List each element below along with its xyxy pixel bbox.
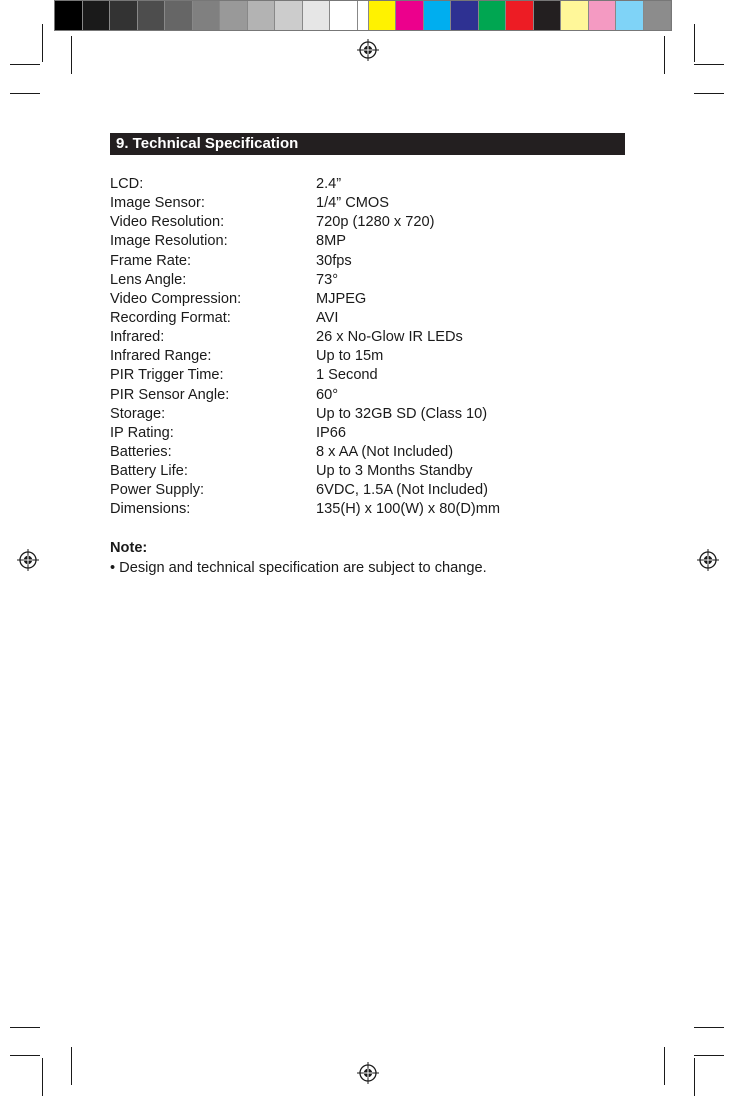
spec-value: 135(H) x 100(W) x 80(D)mm <box>316 501 501 518</box>
registration-mark-icon <box>697 549 719 571</box>
spec-row <box>110 194 630 213</box>
spec-row <box>110 252 630 271</box>
crop-mark <box>10 93 40 94</box>
color-swatch <box>561 1 589 30</box>
gray-swatch <box>220 1 248 30</box>
spec-row <box>110 309 630 328</box>
swatch-gap <box>358 1 369 30</box>
crop-mark <box>694 1027 724 1028</box>
gray-swatch <box>248 1 276 30</box>
crop-mark <box>42 1058 43 1096</box>
spec-label: Power Supply: <box>110 482 205 499</box>
crop-mark <box>664 1047 665 1085</box>
spec-value: 30fps <box>316 252 352 269</box>
spec-value: 73° <box>316 271 339 288</box>
spec-value: MJPEG <box>316 290 367 307</box>
note-title: Note: <box>110 540 148 556</box>
color-swatch <box>396 1 424 30</box>
crop-mark <box>10 1027 40 1028</box>
gray-swatch <box>83 1 111 30</box>
spec-label: Recording Format: <box>110 309 231 326</box>
crop-mark <box>10 1055 40 1056</box>
spec-row <box>110 290 630 309</box>
spec-value: Up to 3 Months Standby <box>316 463 473 480</box>
spec-value: 1 Second <box>316 367 378 384</box>
spec-label: PIR Trigger Time: <box>110 367 224 384</box>
spec-value: 60° <box>316 386 339 403</box>
crop-mark <box>694 24 695 62</box>
crop-mark <box>71 36 72 74</box>
gray-swatch <box>55 1 83 30</box>
note-text: • Design and technical specification are subject to change. <box>110 560 487 576</box>
color-swatch <box>451 1 479 30</box>
crop-mark <box>694 64 724 65</box>
spec-label: Battery Life: <box>110 463 188 480</box>
spec-label: Batteries: <box>110 443 172 460</box>
spec-row <box>110 328 630 347</box>
color-swatch <box>369 1 397 30</box>
spec-row <box>110 175 630 194</box>
crop-mark <box>10 64 40 65</box>
color-swatch <box>506 1 534 30</box>
spec-value: IP66 <box>316 424 347 441</box>
spec-row <box>110 405 630 424</box>
spec-row <box>110 443 630 462</box>
spec-row <box>110 386 630 405</box>
spec-label: Video Resolution: <box>110 214 225 231</box>
spec-value: 2.4” <box>316 176 342 192</box>
crop-mark <box>694 93 724 94</box>
gray-swatch <box>275 1 303 30</box>
spec-label: IP Rating: <box>110 424 174 441</box>
spec-label: Storage: <box>110 405 166 422</box>
gray-swatch <box>138 1 166 30</box>
spec-list <box>110 175 630 520</box>
spec-label: Video Compression: <box>110 290 242 307</box>
spec-value: 8MP <box>316 233 347 250</box>
gray-swatch <box>165 1 193 30</box>
crop-mark <box>42 24 43 62</box>
crop-mark <box>71 1047 72 1085</box>
spec-row <box>110 462 630 481</box>
spec-row <box>110 500 630 519</box>
spec-row <box>110 271 630 290</box>
color-swatch <box>616 1 644 30</box>
registration-mark-icon <box>17 549 39 571</box>
spec-row <box>110 232 630 251</box>
spec-row <box>110 347 630 366</box>
spec-value: Up to 15m <box>316 348 384 365</box>
spec-label: Frame Rate: <box>110 252 192 269</box>
spec-label: Infrared: <box>110 329 165 346</box>
registration-mark-icon <box>357 39 379 61</box>
spec-value: 720p (1280 x 720) <box>316 214 435 231</box>
gray-swatch <box>193 1 221 30</box>
color-calibration-bar <box>54 0 672 31</box>
spec-label: Lens Angle: <box>110 271 187 288</box>
spec-row <box>110 366 630 385</box>
spec-value: 8 x AA (Not Included) <box>316 443 454 460</box>
crop-mark <box>694 1055 724 1056</box>
spec-row <box>110 424 630 443</box>
spec-value: 6VDC, 1.5A (Not Included) <box>316 482 488 499</box>
gray-swatch <box>330 1 358 30</box>
spec-value: 1/4” CMOS <box>316 195 389 212</box>
gray-swatch <box>110 1 138 30</box>
spec-label: Infrared Range: <box>110 348 212 365</box>
spec-label: Image Sensor: <box>110 195 205 212</box>
color-swatch <box>644 1 672 30</box>
section-heading: 9. Technical Specification <box>110 133 625 155</box>
spec-row <box>110 213 630 232</box>
color-swatch <box>534 1 562 30</box>
spec-row <box>110 481 630 500</box>
registration-mark-icon <box>357 1062 379 1084</box>
spec-label: PIR Sensor Angle: <box>110 386 230 403</box>
color-swatch <box>424 1 452 30</box>
spec-label: LCD: <box>110 176 144 192</box>
gray-swatch <box>303 1 331 30</box>
spec-value: 26 x No-Glow IR LEDs <box>316 329 463 346</box>
spec-value: AVI <box>316 309 339 326</box>
spec-label: Dimensions: <box>110 501 191 518</box>
spec-value: Up to 32GB SD (Class 10) <box>316 405 488 422</box>
color-swatch <box>589 1 617 30</box>
crop-mark <box>664 36 665 74</box>
spec-label: Image Resolution: <box>110 233 228 250</box>
crop-mark <box>694 1058 695 1096</box>
color-swatch <box>479 1 507 30</box>
